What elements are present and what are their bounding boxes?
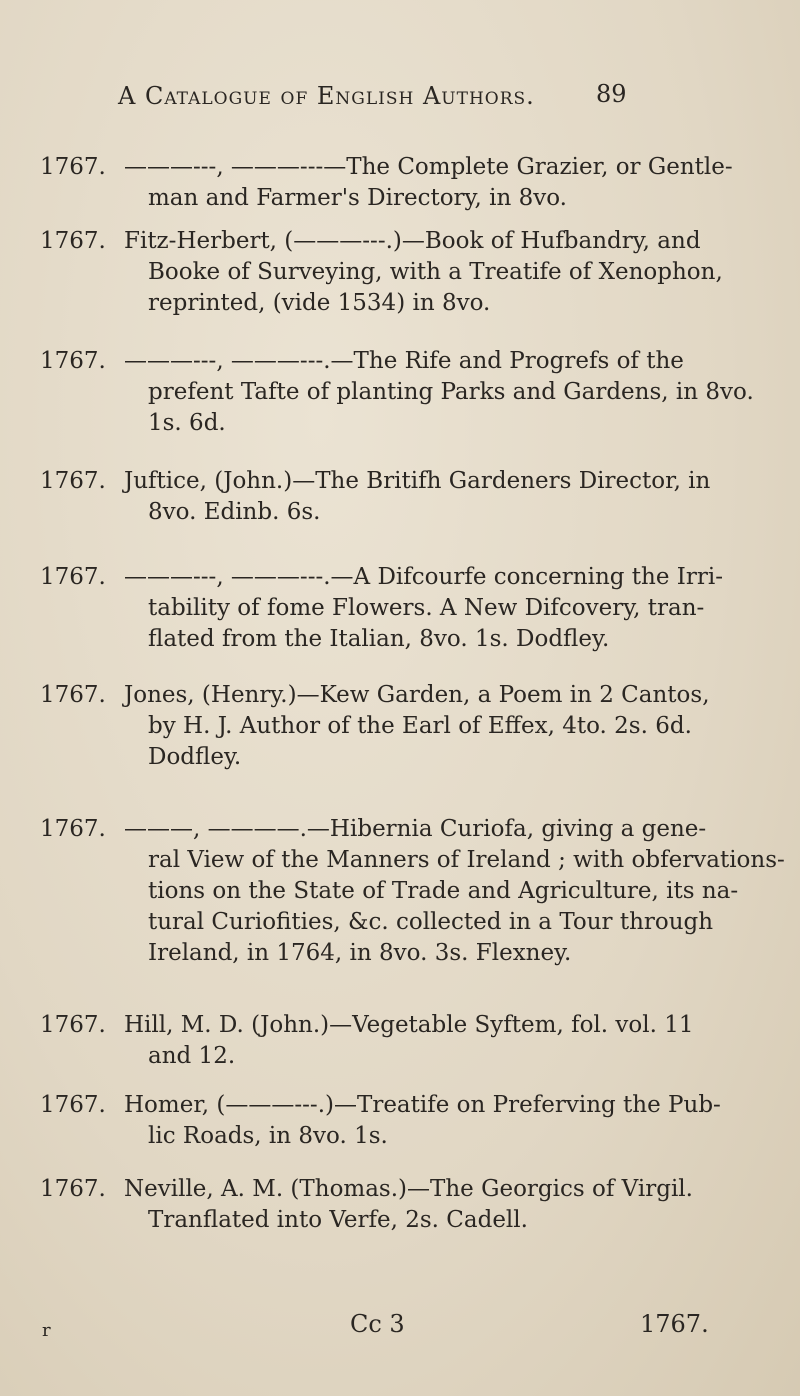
entry-year: 1767.: [40, 154, 106, 180]
entry-line: reprinted, (vide 1534) in 8vo.: [148, 290, 491, 316]
entry-line: Booke of Surveying, with a Treatife of Xenophon,: [148, 259, 723, 285]
entry-line: Ireland, in 1764, in 8vo. 3s. Flexney.: [148, 940, 572, 966]
entry-line: Juftice, (John.)—The Britifh Gardeners Director, in: [124, 468, 711, 494]
entry-line: 1s. 6d.: [148, 410, 226, 436]
entry-line: and 12.: [148, 1043, 236, 1069]
entry-line: Jones, (Henry.)—Kew Garden, a Poem in 2 Cantos,: [124, 682, 710, 708]
entry-line: lic Roads, in 8vo. 1s.: [148, 1123, 388, 1149]
entry-line: Hill, M. D. (John.)—Vegetable Syftem, fol. vol. 11: [124, 1012, 694, 1038]
footer-mark: r: [42, 1320, 51, 1341]
entry-line: Neville, A. M. (Thomas.)—The Georgics of Virgil.: [124, 1176, 693, 1202]
entry-year: 1767.: [40, 1012, 106, 1038]
entry-year: 1767.: [40, 682, 106, 708]
entry-line: ———, ————.—Hibernia Curiofa, giving a gene-: [124, 816, 707, 842]
entry-line: ———---, ———---.—The Rife and Progrefs of the: [124, 348, 684, 374]
entry-year: 1767.: [40, 468, 106, 494]
entry-text: [124, 226, 764, 319]
entry-text: [124, 814, 785, 969]
entry-line: Homer, (———---.)—Treatife on Preferving the Pub-: [124, 1092, 721, 1118]
entry-line: Fitz-Herbert, (———---.)—Book of Hufbandry, and: [124, 228, 701, 254]
entry-text: [124, 680, 764, 773]
entry-year: 1767.: [40, 1092, 106, 1118]
entry-year: 1767.: [40, 564, 106, 590]
entry-line: ———---, ———---—The Complete Grazier, or Gentle-: [124, 154, 733, 180]
entry-text: [124, 1090, 764, 1152]
entry-line: prefent Tafte of planting Parks and Gardens, in 8vo.: [148, 379, 754, 405]
running-head: A Catalogue of English Authors.: [118, 82, 535, 110]
entry-line: by H. J. Author of the Earl of Effex, 4to. 2s. 6d.: [148, 713, 692, 739]
entry-line: Tranflated into Verfe, 2s. Cadell.: [148, 1207, 528, 1233]
page-number: 89: [596, 80, 627, 108]
entry-text: [124, 1174, 764, 1236]
entry-text: [124, 152, 764, 214]
entry-year: 1767.: [40, 816, 106, 842]
entry-text: [124, 466, 764, 528]
entry-line: tability of fome Flowers. A New Difcovery, tran-: [148, 595, 705, 621]
catchword: 1767.: [640, 1310, 709, 1338]
entry-line: flated from the Italian, 8vo. 1s. Dodfley.: [148, 626, 610, 652]
entry-line: ral View of the Manners of Ireland ; with obfervations-: [148, 847, 785, 873]
entry-line: 8vo. Edinb. 6s.: [148, 499, 321, 525]
entry-text: [124, 346, 764, 439]
entry-line: tions on the State of Trade and Agriculture, its na-: [148, 878, 739, 904]
entry-text: [124, 1010, 764, 1072]
entry-line: Dodfley.: [148, 744, 242, 770]
entry-line: ———---, ———---.—A Difcourfe concerning the Irri-: [124, 564, 723, 590]
entry-line: tural Curiofities, &c. collected in a Tour through: [148, 909, 714, 935]
entry-line: man and Farmer's Directory, in 8vo.: [148, 185, 567, 211]
entry-year: 1767.: [40, 228, 106, 254]
entry-year: 1767.: [40, 1176, 106, 1202]
entry-text: [124, 562, 764, 655]
entry-year: 1767.: [40, 348, 106, 374]
signature-mark: Cc 3: [350, 1310, 405, 1338]
